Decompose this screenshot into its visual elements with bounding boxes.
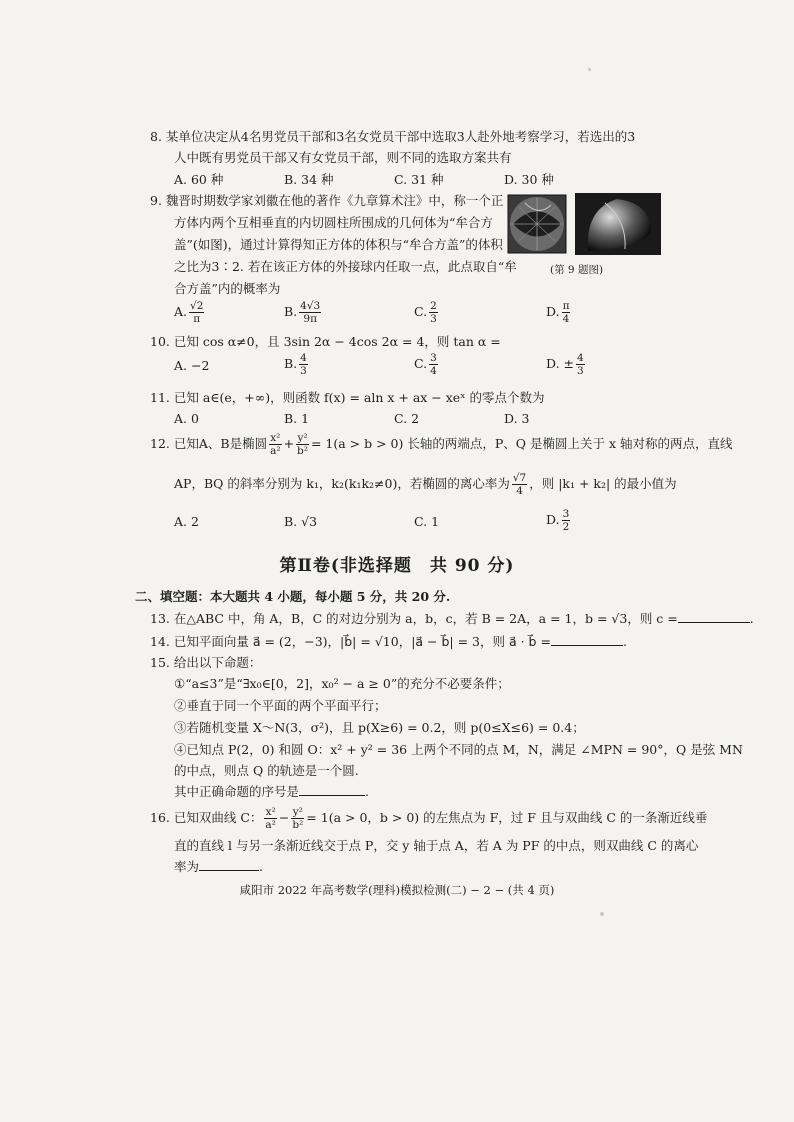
q9-line3: 盖”(如图)，通过计算得知正方体的体积与“牟合方盖”的体积 xyxy=(174,237,503,252)
q11-option-d: D. 3 xyxy=(504,411,530,426)
q9-option-a: A. $\frac{√2}{\pi}$ xyxy=(174,300,204,325)
q10-stem: 10. 已知 cos α≠0，且 3sin 2α − 4cos 2α = 4，则 tan α = xyxy=(150,334,501,349)
q12-option-b: B. √3 xyxy=(284,514,318,529)
q10-option-c: C. $\frac{3}{4}$ xyxy=(414,352,437,377)
q9-option-b: B. $\frac{4√3}{9\pi}$ xyxy=(284,300,321,325)
q13-answer-blank[interactable] xyxy=(678,610,750,623)
q8-option-a: A. 60 种 xyxy=(174,172,224,187)
q9-line1: 9. 魏晋时期数学家刘徽在他的著作《九章算术注》中，称一个正 xyxy=(150,193,504,208)
q11-option-b: B. 1 xyxy=(284,411,310,426)
q11-option-c: C. 2 xyxy=(394,411,420,426)
q12-option-a: A. 2 xyxy=(174,514,199,529)
fill-in-blank-header: 二、填空题：本大题共 4 小题，每小题 5 分，共 20 分. xyxy=(135,589,451,604)
q15-ask-line: 其中正确命题的序号是 . xyxy=(174,784,369,799)
q8-option-b: B. 34 种 xyxy=(284,172,334,187)
q9-option-d: D. $\frac{\pi}{4}$ xyxy=(546,300,570,325)
q15-proposition-2: ②垂直于同一个平面的两个平面平行； xyxy=(174,698,387,713)
cube-cylinders-drawing xyxy=(508,195,566,253)
q9-option-c-fraction: $\frac{2}{3}$ xyxy=(430,300,437,325)
q9-line5: 合方盖”内的概率为 xyxy=(174,281,281,296)
q15-answer-blank[interactable] xyxy=(299,783,365,796)
q9-option-a-fraction: $\frac{√2}{\pi}$ xyxy=(190,300,204,325)
q9-figure-caption: (第 9 题图) xyxy=(550,264,604,276)
q12-option-d: D. $\frac{3}{2}$ xyxy=(546,508,570,533)
q16-line1: 16. 已知双曲线 C： $\frac{\text{x²}}{\text{a²}}$ − $\frac{\text{y²}}{\text{b²}}$ = 1(a > 0，b > 0) 的左焦点为 F，过 F 且与双曲线 C 的一条渐近线垂 xyxy=(150,806,708,831)
q9-option-d-fraction: $\frac{\pi}{4}$ xyxy=(562,300,570,325)
page-footer: 咸阳市 2022 年高考数学(理科)模拟检测(二) − 2 − (共 4 页) xyxy=(239,883,555,897)
q14-line: 14. 已知平面向量 a⃗ = (2，−3)，|b⃗| = √10，|a⃗ − b⃗| = 3，则 a⃗ · b⃗ = . xyxy=(150,634,627,649)
q15-stem: 15. 给出以下命题： xyxy=(150,655,262,670)
q9-option-b-fraction: $\frac{4√3}{9\pi}$ xyxy=(300,300,321,325)
q9-option-c: C. $\frac{2}{3}$ xyxy=(414,300,437,325)
q14-answer-blank[interactable] xyxy=(551,633,623,646)
q11-option-a: A. 0 xyxy=(174,411,199,426)
q8-option-c: C. 31 种 xyxy=(394,172,444,187)
q16-answer-blank[interactable] xyxy=(199,858,259,871)
q15-proposition-3: ③若随机变量 X～N(3，σ²)，且 p(X≥6) = 0.2，则 p(0≤X≤6) = 0.4； xyxy=(174,720,585,735)
q10-option-d: D. ± $\frac{4}{3}$ xyxy=(546,352,584,377)
q9-line2: 方体内两个互相垂直的内切圆柱所围成的几何体为“牟合方 xyxy=(174,215,493,230)
q15-proposition-4-line2: 的中点，则点 Q 的轨迹是一个圆. xyxy=(174,763,359,778)
q16-line3: 率为 . xyxy=(174,859,263,874)
q12-line1: 12. 已知A、B是椭圆 $\frac{\text{x²}}{\text{a²}}$ + $\frac{\text{y²}}{\text{b²}}$ = 1(a > b > 0) 长轴的两端点，P、Q 是椭圆上关于 x 轴对称的两点，直线 xyxy=(150,432,733,457)
q15-proposition-1: ①“a≤3”是“∃x₀∈[0，2]，x₀² − a ≥ 0”的充分不必要条件； xyxy=(174,676,510,691)
q13-line: 13. 在△ABC 中，角 A，B，C 的对边分别为 a，b，c，若 B = 2A，a = 1，b = √3，则 c = . xyxy=(150,611,754,626)
q10-option-b: B. $\frac{4}{3}$ xyxy=(284,352,307,377)
q12-line2: AP，BQ 的斜率分别为 k₁，k₂(k₁k₂≠0)，若椭圆的离心率为 $\frac{√7}{4}$ ，则 |k₁ + k₂| 的最小值为 xyxy=(174,472,677,497)
q11-options xyxy=(174,409,614,429)
q11-stem: 11. 已知 a∈(e，+∞)，则函数 f(x) = aln x + ax − xeˣ 的零点个数为 xyxy=(150,390,545,405)
q8-line1: 8. 某单位决定从4名男党员干部和3名女党员干部中选取3人赴外地考察学习，若选出的3 xyxy=(150,129,636,144)
q16-line2: 直的直线 l 与另一条渐近线交于点 P，交 y 轴于点 A，若 A 为 PF 的中点，则双曲线 C 的离心 xyxy=(174,838,699,853)
q15-proposition-4-line1: ④已知点 P(2，0) 和圆 O：x² + y² = 36 上两个不同的点 M，N，满足 ∠MPN = 90°，Q 是弦 MN xyxy=(174,742,743,757)
q10-option-a: A. −2 xyxy=(174,358,210,373)
q9-line4: 之比为3∶2. 若在该正方体的外接球内任取一点，此点取自“牟 xyxy=(174,259,517,274)
scan-speck xyxy=(588,68,591,71)
mouhe-fanggai-solid xyxy=(575,193,661,255)
q8-line2: 人中既有男党员干部又有女党员干部，则不同的选取方案共有 xyxy=(174,150,512,165)
scan-speck xyxy=(600,912,604,916)
q8-option-d: D. 30 种 xyxy=(504,172,554,187)
section-2-title: 第Ⅱ卷(非选择题 共 90 分) xyxy=(279,556,515,576)
q12-option-c: C. 1 xyxy=(414,514,440,529)
q8-options xyxy=(174,170,614,190)
